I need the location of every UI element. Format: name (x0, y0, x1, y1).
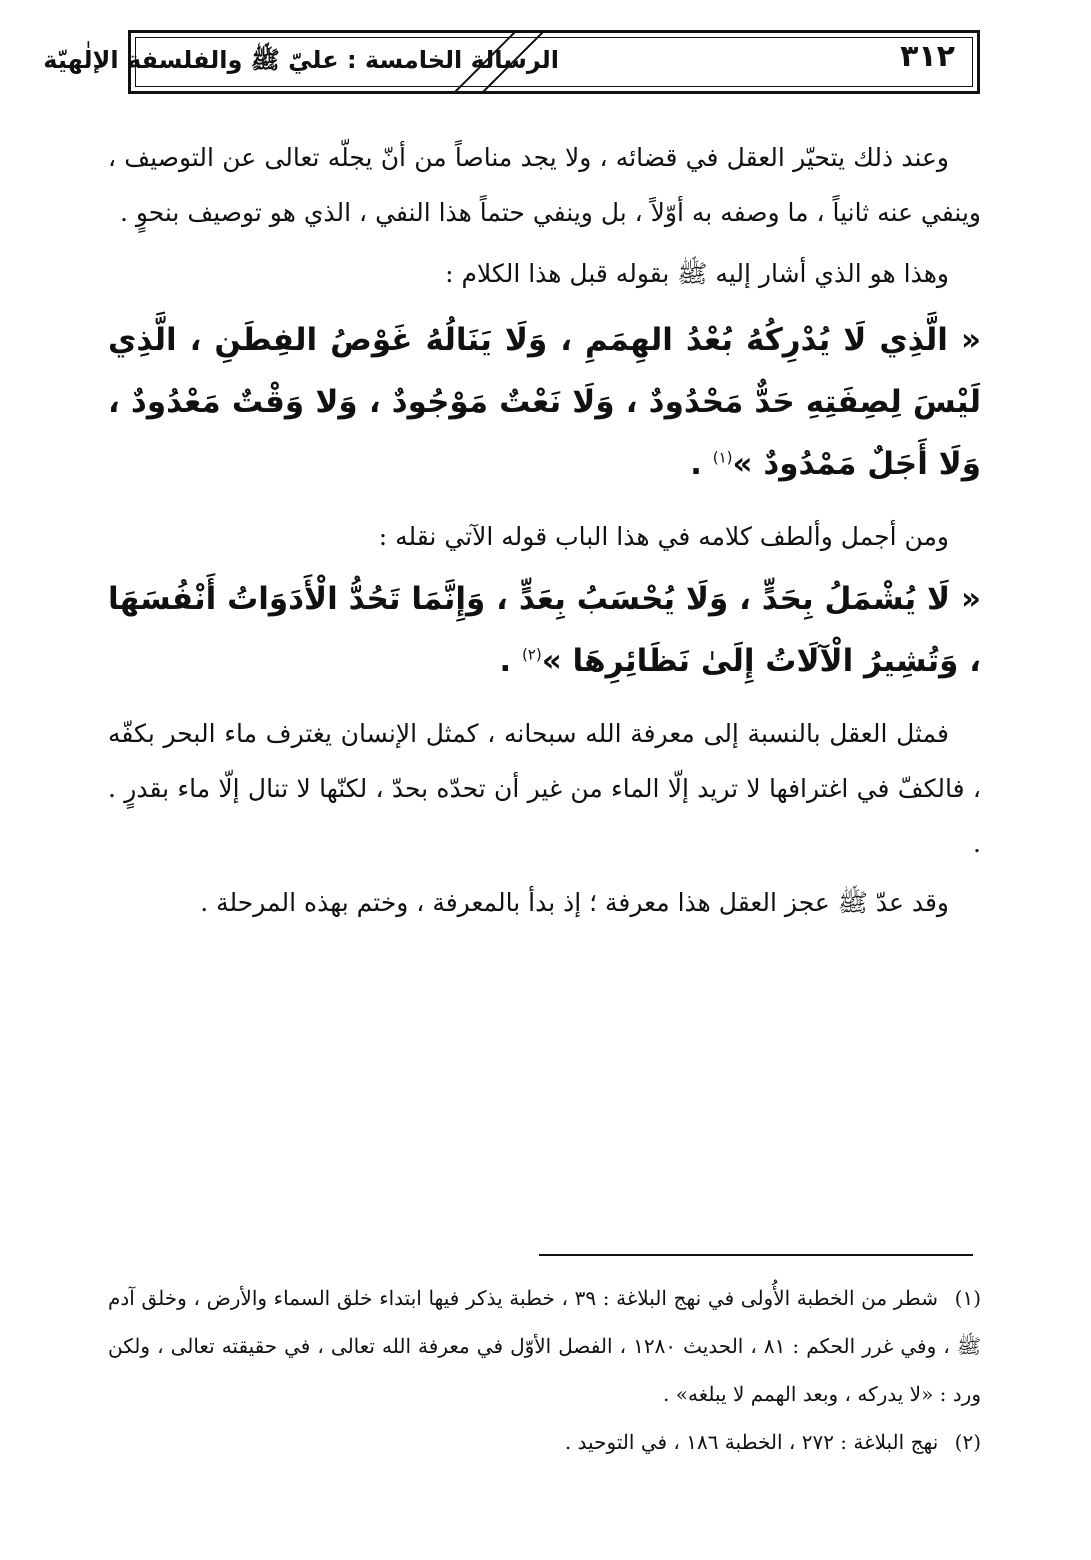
footnote (108, 1418, 981, 1466)
paragraph: ومن أجمل وألطف كلامه في هذا الباب قوله الآتي نقله : (378, 522, 949, 551)
paragraph: وقد عدّ ﷺ عجز العقل هذا معرفة ؛ إذ بدأ بالمعرفة ، وختم بهذه المرحلة . (200, 888, 949, 917)
quotation-text: « لَا يُشْمَلُ بِحَدٍّ ، وَلَا يُحْسَبُ بِعَدٍّ ، وَإِنَّمَا تَحُدُّ الْأَدَوَاتُ أَنْفُسَهَا ، وَتُشِيرُ الْآلَاتُ إِلَىٰ نَظَائِرِهَا » (108, 581, 981, 679)
footnote-text: نهج البلاغة : ٢٧٢ ، الخطبة ١٨٦ ، في التوحيد . (564, 1430, 939, 1454)
footnote-ref: (١) (712, 448, 733, 467)
main-text (108, 130, 981, 930)
paragraph: فمثل العقل بالنسبة إلى معرفة الله سبحانه ، كمثل الإنسان يغترف ماء البحر بكفّه ، فالكفّ في اغترافها لا تريد إلّا الماء من غير أن تحدّه بحدّ ، لكنّها لا تنال إلّا ماء بقدرٍ . . (108, 719, 981, 858)
quotation: « لَا يُشْمَلُ بِحَدٍّ ، وَلَا يُحْسَبُ بِعَدٍّ ، وَإِنَّمَا تَحُدُّ الْأَدَوَاتُ أَنْفُسَهَا ، وَتُشِيرُ الْآلَاتُ إِلَىٰ نَظَائِرِهَا »$^{(٢)}$ . (108, 581, 981, 679)
paragraph: وهذا هو الذي أشار إليه ﷺ بقوله قبل هذا الكلام : (445, 259, 949, 288)
quotation: « الَّذِي لَا يُدْرِكُهُ بُعْدُ الهِمَمِ ، وَلَا يَنَالُهُ غَوْصُ الفِطَنِ ، الَّذِي لَيْسَ لِصِفَتِهِ حَدٌّ مَحْدُودٌ ، وَلَا نَعْتٌ مَوْجُودٌ ، وَلا وَقْتٌ مَعْدُودٌ ، وَلَا أَجَلٌ مَمْدُودٌ »$^{(١)}$ . (108, 322, 981, 482)
page-header (43, 30, 980, 94)
running-title: الرسالة الخامسة : عليّ ﷺ والفلسفة الإلٰهيّة (43, 46, 559, 74)
page-number: ٣١٢ (900, 39, 955, 74)
footnote-number: (١) (954, 1286, 982, 1310)
footnote-number: (٢) (954, 1430, 981, 1454)
footnote-separator (539, 1254, 973, 1256)
footnote (108, 1274, 981, 1418)
footnotes (108, 1274, 981, 1466)
footnote-text: شطر من الخطبة الأُولى في نهج البلاغة : ٣٩ ، خطبة يذكر فيها ابتداء خلق السماء والأرض ، وخلق آدم ﷺ ، وفي غرر الحكم : ٨١ ، الحديث ١٢٨٠ ، الفصل الأوّل في معرفة الله تعالى ، في حقيقته تعالى ، ولكن ورد : «لا يدركه ، وبعد الهمم لا يبلغه» . (108, 1286, 981, 1406)
paragraph: وعند ذلك يتحيّر العقل في قضائه ، ولا يجد مناصاً من أنّ يجلّه تعالى عن التوصيف ، وينفي عنه ثانياً ، ما وصفه به أوّلاً ، بل وينفي حتماً هذا النفي ، الذي هو توصيف بنحوٍ . (108, 143, 981, 227)
footnote-ref: (٢) (521, 645, 542, 664)
quotation-text: « الَّذِي لَا يُدْرِكُهُ بُعْدُ الهِمَمِ ، وَلَا يَنَالُهُ غَوْصُ الفِطَنِ ، الَّذِي لَيْسَ لِصِفَتِهِ حَدٌّ مَحْدُودٌ ، وَلَا نَعْتٌ مَوْجُودٌ ، وَلا وَقْتٌ مَعْدُودٌ ، وَلَا أَجَلٌ مَمْدُودٌ » (108, 322, 981, 482)
